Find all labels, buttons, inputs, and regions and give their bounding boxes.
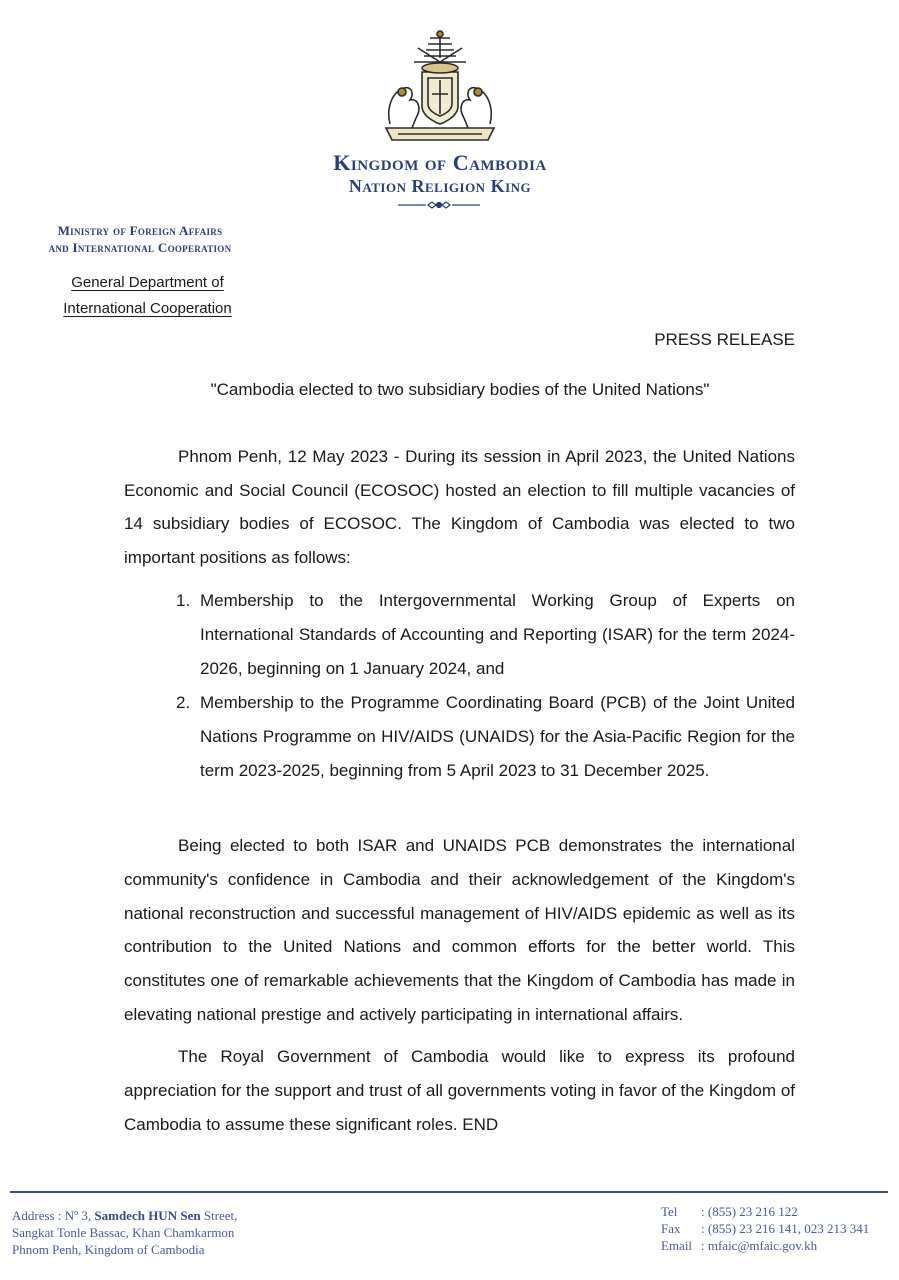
- tel-label: Tel: [661, 1204, 678, 1219]
- ministry-name-line1: Ministry of Foreign Affairs: [57, 223, 223, 238]
- tel-value: : (855) 23 216 122: [701, 1204, 798, 1219]
- address-prefix: Address : Nº 3,: [12, 1208, 95, 1223]
- kingdom-motto: Nation Religion King: [348, 176, 532, 196]
- headline: "Cambodia elected to two subsidiary bodies of the United Nations": [210, 380, 710, 399]
- body-paragraph-1: Phnom Penh, 12 May 2023 - During its session in April 2023, the United Nations Economic and Social Council (ECOSOC) hosted an election to fill multiple vacancies of 14 subsidiary bodies of ECOSOC. The Kingdom of Cambodia was elected to two important positions as follows:: [124, 447, 795, 567]
- ministry-name-line2: and International Cooperation: [48, 240, 232, 255]
- list-item-number: 2.: [176, 693, 191, 712]
- list-item: Membership to the Programme Coordinating Board (PCB) of the Joint United Nations Programme on HIV/AIDS (UNAIDS) for the Asia-Pacific Region for the term 2023-2025, beginning from 5 April 2023 to 31 December 2025.: [200, 693, 795, 780]
- list-item: Membership to the Intergovernmental Working Group of Experts on International Standards of Accounting and Reporting (ISAR) for the term 2024-2026, beginning on 1 January 2024, and: [200, 591, 795, 678]
- footer-address: [12, 1207, 237, 1258]
- fax-value: : (855) 23 216 141, 023 213 341: [701, 1221, 870, 1236]
- footer-contact: [661, 1203, 869, 1254]
- document-type: PRESS RELEASE: [654, 330, 795, 349]
- address-line2: Sangkat Tonle Bassac, Khan Chamkarmon: [12, 1225, 235, 1240]
- body-paragraph-2: Being elected to both ISAR and UNAIDS PCB demonstrates the international community's confidence in Cambodia and their acknowledgement of the Kingdom's national reconstruction and successful management of HIV/AIDS epidemic as well as its contribution to the United Nations and common efforts for the better world. This constitutes one of remarkable achievements that the Kingdom of Cambodia has made in elevating national prestige and actively participating in international affairs.: [124, 836, 795, 1024]
- department-name-line1: General Department of: [71, 274, 224, 291]
- footer-divider: [10, 1191, 888, 1193]
- list-item-number: 1.: [176, 591, 191, 610]
- email-value[interactable]: : mfaic@mfaic.gov.kh: [701, 1238, 818, 1253]
- email-label: Email: [661, 1238, 693, 1253]
- fax-label: Fax: [661, 1221, 681, 1236]
- body-paragraph-3: The Royal Government of Cambodia would like to express its profound appreciation for the support and trust of all governments voting in favor of the Kingdom of Cambodia to assume these significant roles. END: [124, 1047, 795, 1134]
- address-street-name: Samdech HUN Sen: [94, 1208, 201, 1223]
- ornament-divider-icon: [398, 200, 480, 210]
- department-name-line2: International Cooperation: [63, 300, 232, 317]
- address-line3: Phnom Penh, Kingdom of Cambodia: [12, 1242, 205, 1257]
- royal-coat-of-arms-icon: [378, 28, 502, 144]
- address-street-suffix: Street,: [200, 1208, 238, 1223]
- kingdom-title: Kingdom of Cambodia: [333, 150, 547, 175]
